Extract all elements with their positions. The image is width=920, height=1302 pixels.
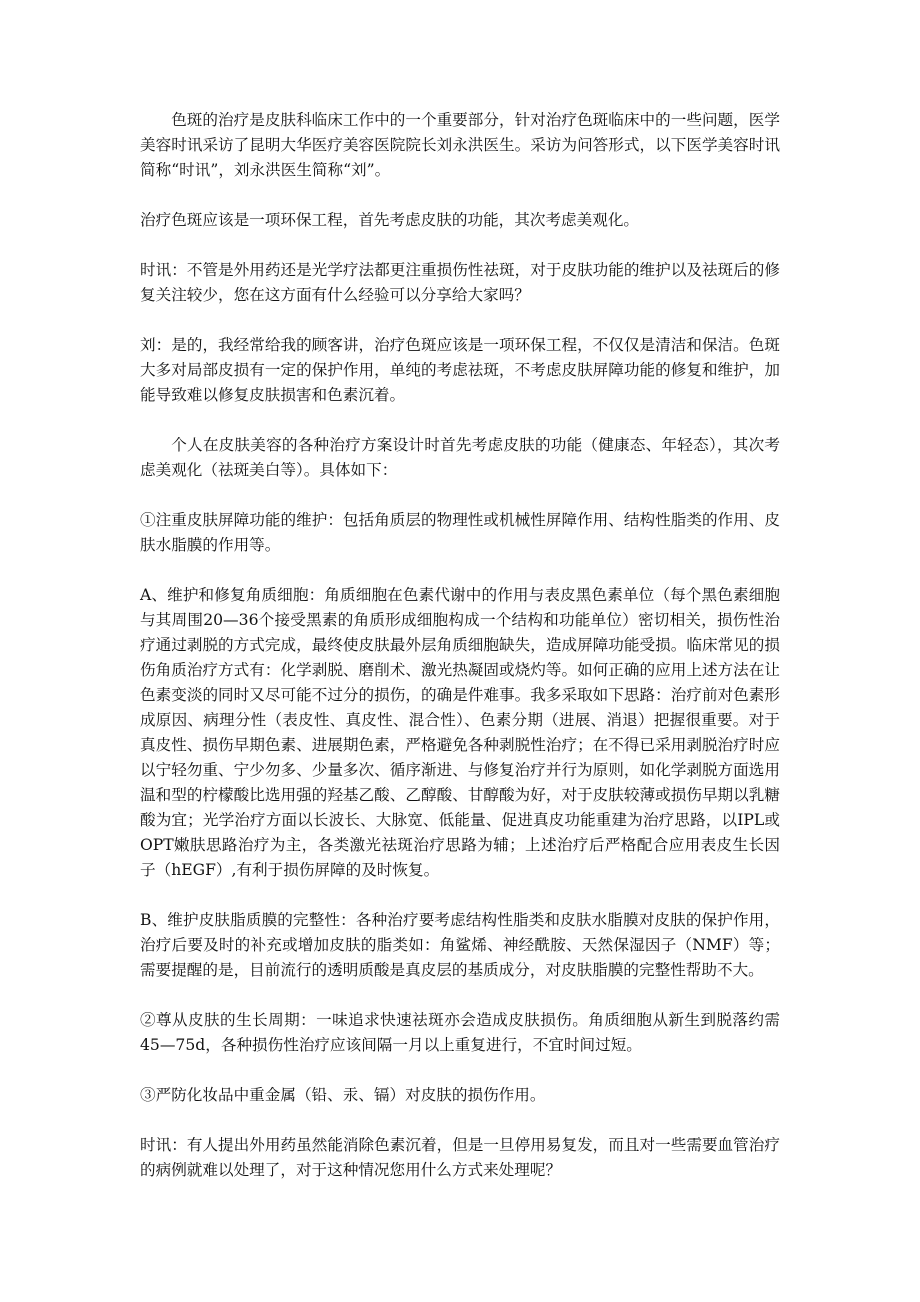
section-heading: 治疗色斑应该是一项环保工程，首先考虑皮肤的功能，其次考虑美观化。 [140, 211, 640, 229]
intro-paragraph: 色斑的治疗是皮肤科临床工作中的一个重要部分，针对治疗色斑临床中的一些问题，医学美容时讯采访了昆明大华医疗美容医院院长刘永洪医生。采访为问答形式，以下医学美容时讯简称“时讯”，刘永洪医生简称“刘”。 [140, 111, 780, 179]
point-b-paragraph: B、维护皮肤脂质膜的完整性：各种治疗要考虑结构性脂类和皮肤水脂膜对皮肤的保护作用，治疗后要及时的补充或增加皮肤的脂类如：角鲨烯、神经酰胺、天然保湿因子（NMF）等；需要提醒的是，目前流行的透明质酸是真皮层的基质成分，对皮肤脂膜的完整性帮助不大。 [140, 911, 780, 979]
overview-paragraph: 个人在皮肤美容的各种治疗方案设计时首先考虑皮肤的功能（健康态、年轻态），其次考虑美观化（祛斑美白等）。具体如下： [140, 436, 780, 479]
point-2-paragraph: ②尊从皮肤的生长周期：一味追求快速祛斑亦会造成皮肤损伤。角质细胞从新生到脱落约需45—75d，各种损伤性治疗应该间隔一月以上重复进行，不宜时间过短。 [140, 1011, 780, 1054]
question-paragraph: 时讯：有人提出外用药虽然能消除色素沉着，但是一旦停用易复发，而且对一些需要血管治疗的病例就难以处理了，对于这种情况您用什么方式来处理呢？ [140, 1136, 780, 1179]
point-1-paragraph: ①注重皮肤屏障功能的维护：包括角质层的物理性或机械性屏障作用、结构性脂类的作用、皮肤水脂膜的作用等。 [140, 511, 780, 554]
point-a-paragraph: A、维护和修复角质细胞：角质细胞在色素代谢中的作用与表皮黑色素单位（每个黑色素细胞与其周围20—36个接受黑素的角质形成细胞构成一个结构和功能单位）密切相关，损伤性治疗通过剥脱的方式完成，最终使皮肤最外层角质细胞缺失，造成屏障功能受损。临床常见的损伤角质治疗方式有：化学剥脱、磨削术、激光热凝固或烧灼等。如何正确的应用上述方法在让色素变淡的同时又尽可能不过分的损伤，的确是件难事。我多采取如下思路：治疗前对色素形成原因、病理分性（表皮性、真皮性、混合性）、色素分期（进展、消退）把握很重要。对于真皮性、损伤早期色素、进展期色素，严格避免各种剥脱性治疗；在不得已采用剥脱治疗时应以宁轻勿重、宁少勿多、少量多次、循序渐进、与修复治疗并行为原则，如化学剥脱方面选用温和型的柠檬酸比选用强的羟基乙酸、乙醇酸、甘醇酸为好，对于皮肤较薄或损伤早期以乳糖酸为宜；光学治疗方面以长波长、大脉宽、低能量、促进真皮功能重建为治疗思路，以IPL或OPT嫩肤思路治疗为主，各类激光祛斑治疗思路为辅；上述治疗后严格配合应用表皮生长因子（hEGF）,有利于损伤屏障的及时恢复。 [140, 586, 780, 879]
question-paragraph: 时讯：不管是外用药还是光学疗法都更注重损伤性祛斑，对于皮肤功能的维护以及祛斑后的修复关注较少，您在这方面有什么经验可以分享给大家吗？ [140, 261, 780, 304]
point-3-paragraph: ③严防化妆品中重金属（铅、汞、镉）对皮肤的损伤作用。 [140, 1086, 546, 1104]
answer-paragraph: 刘：是的，我经常给我的顾客讲，治疗色斑应该是一项环保工程，不仅仅是清洁和保洁。色斑大多对局部皮损有一定的保护作用，单纯的考虑祛斑，不考虑皮肤屏障功能的修复和维护，加能导致难以修复皮肤损害和色素沉着。 [140, 336, 780, 404]
